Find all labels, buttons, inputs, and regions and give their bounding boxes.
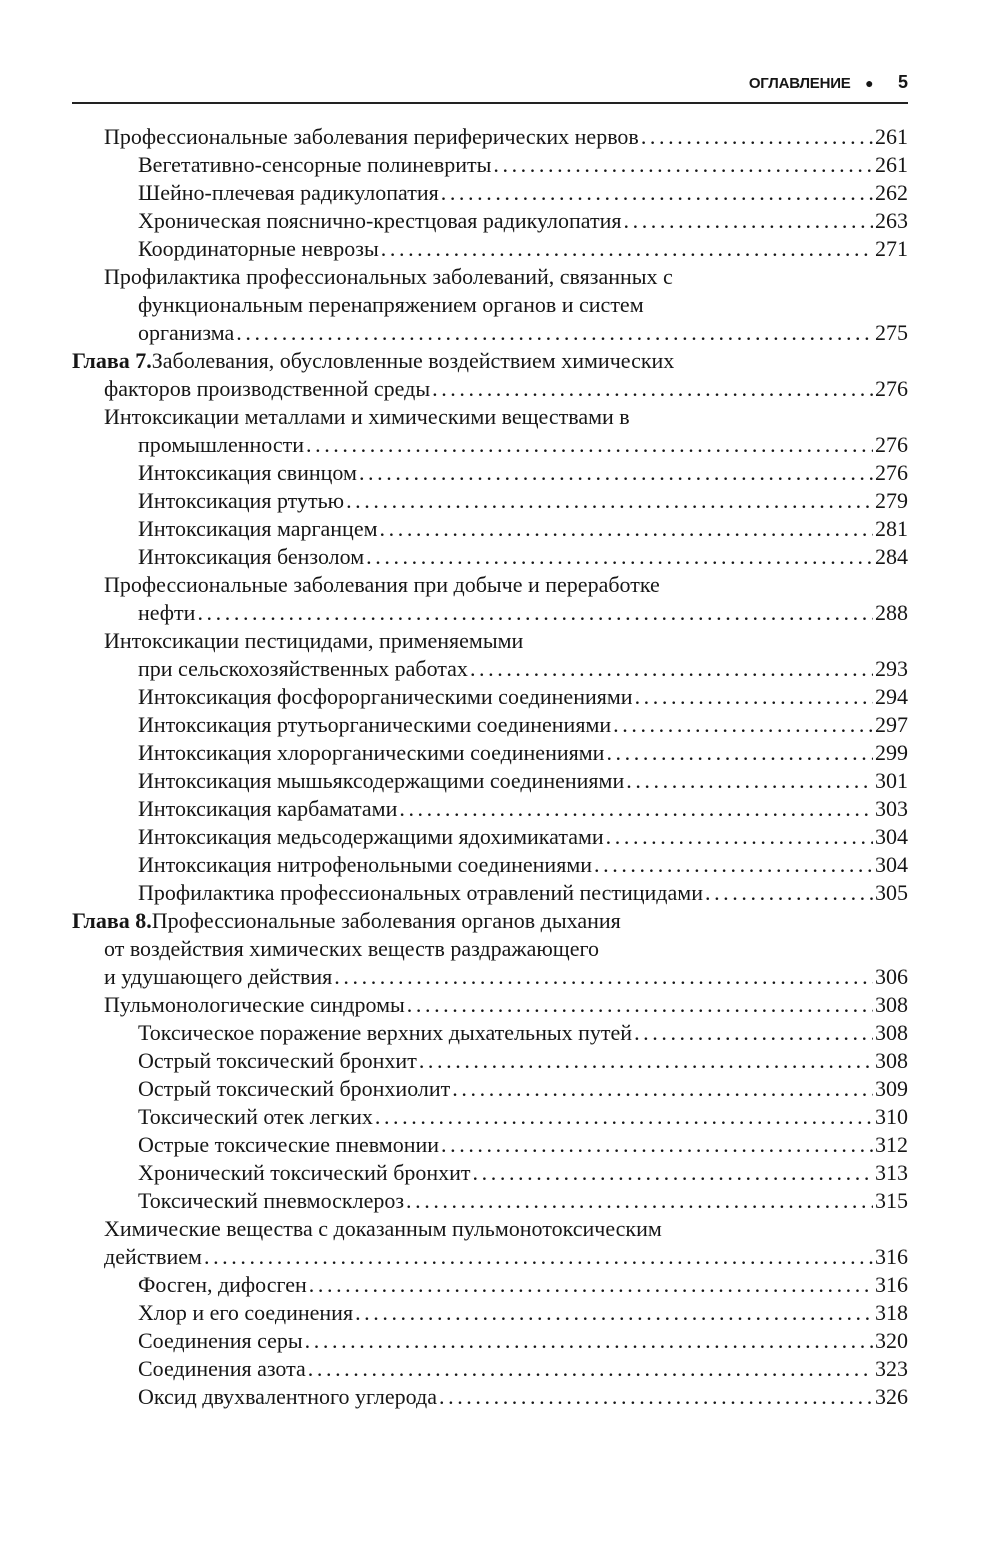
toc-entry-page: 279 bbox=[875, 488, 908, 513]
toc-entry-title: Оксид двухвалентного углерода bbox=[138, 1384, 437, 1409]
toc-entry-title: организма bbox=[138, 320, 235, 345]
leader-dots bbox=[432, 375, 873, 403]
toc-entry-continued bbox=[104, 571, 660, 599]
toc-entry bbox=[138, 1103, 908, 1131]
toc-entry bbox=[138, 767, 908, 795]
leader-dots bbox=[380, 515, 873, 543]
leader-dots bbox=[399, 795, 873, 823]
toc-entry-title: Хлор и его соединения bbox=[138, 1300, 354, 1325]
toc-entry-page: 308 bbox=[875, 1048, 908, 1073]
leader-dots bbox=[359, 459, 873, 487]
chapter-number: Глава 8. bbox=[72, 908, 152, 933]
toc-entry bbox=[138, 1299, 908, 1327]
toc-entry bbox=[138, 1327, 908, 1355]
header-bullet: ● bbox=[865, 75, 874, 91]
toc-entry-title: и удушающего действия bbox=[104, 964, 333, 989]
toc-entry-page: 312 bbox=[875, 1132, 908, 1157]
leader-dots bbox=[705, 879, 873, 907]
toc-entry-title: при сельскохозяйственных работах bbox=[138, 656, 468, 681]
toc-entry bbox=[138, 1047, 908, 1075]
toc-entry bbox=[138, 431, 908, 459]
leader-dots bbox=[375, 1103, 873, 1131]
toc-entry-title: Интоксикации пестицидами, применяемыми bbox=[104, 628, 524, 653]
toc-entry-title: Интоксикация ртутью bbox=[138, 488, 345, 513]
leader-dots bbox=[624, 207, 874, 235]
toc-entry bbox=[104, 1243, 908, 1271]
toc-entry-title: Хронический токсический бронхит bbox=[138, 1160, 471, 1185]
toc-entry bbox=[138, 599, 908, 627]
leader-dots bbox=[236, 319, 873, 347]
leader-dots bbox=[419, 1047, 873, 1075]
toc-entry-page: 293 bbox=[875, 656, 908, 681]
toc-entry-title: Соединения серы bbox=[138, 1328, 303, 1353]
leader-dots bbox=[306, 431, 873, 459]
toc-entry bbox=[138, 683, 908, 711]
leader-dots bbox=[407, 991, 873, 1019]
toc-entry-title: Острые токсические пневмонии bbox=[138, 1132, 440, 1157]
toc-entry bbox=[138, 1019, 908, 1047]
toc-entry bbox=[138, 487, 908, 515]
toc-entry-title: промышленности bbox=[138, 432, 304, 457]
toc-entry bbox=[104, 991, 908, 1019]
toc-entry bbox=[138, 1131, 908, 1159]
toc-entry-page: 323 bbox=[875, 1356, 908, 1381]
toc-entry-title: Заболевания, обусловленные воздействием химических bbox=[151, 348, 675, 373]
toc-entry bbox=[138, 515, 908, 543]
toc-entry-continued bbox=[72, 907, 621, 935]
toc-entry bbox=[138, 1075, 908, 1103]
toc-entry bbox=[138, 179, 908, 207]
toc-entry-title: Токсический отек легких bbox=[138, 1104, 373, 1129]
leader-dots bbox=[635, 683, 873, 711]
toc-entry-title: Профессиональные заболевания при добыче и переработке bbox=[104, 572, 660, 597]
toc-entry-title: Интоксикация карбаматами bbox=[138, 796, 398, 821]
toc-entry-continued bbox=[104, 403, 630, 431]
leader-dots bbox=[470, 655, 873, 683]
toc-entry-page: 306 bbox=[875, 964, 908, 989]
toc-entry-title: Токсический пневмосклероз bbox=[138, 1188, 405, 1213]
toc-entry-title: Интоксикация бензолом bbox=[138, 544, 365, 569]
toc-entry-page: 301 bbox=[875, 768, 908, 793]
toc-entry-page: 316 bbox=[875, 1244, 908, 1269]
toc-entry bbox=[138, 795, 908, 823]
toc-entry bbox=[138, 823, 908, 851]
toc-entry-page: 281 bbox=[875, 516, 908, 541]
leader-dots bbox=[606, 739, 873, 767]
toc-entry-title: факторов производственной среды bbox=[104, 376, 431, 401]
toc-entry-page: 275 bbox=[875, 320, 908, 345]
leader-dots bbox=[334, 963, 873, 991]
toc-entry-title: Шейно-плечевая радикулопатия bbox=[138, 180, 439, 205]
toc-entry-title: Химические вещества с доказанным пульмонотоксическим bbox=[104, 1216, 662, 1241]
toc-entry bbox=[138, 319, 908, 347]
toc-entry bbox=[138, 151, 908, 179]
toc-entry-title: Хроническая пояснично-крестцовая радикулопатия bbox=[138, 208, 622, 233]
toc-entry bbox=[138, 879, 908, 907]
leader-dots bbox=[197, 599, 873, 627]
toc-entry bbox=[138, 1271, 908, 1299]
toc-entry-page: 276 bbox=[875, 460, 908, 485]
toc-entry-page: 304 bbox=[875, 824, 908, 849]
toc-entry bbox=[138, 1383, 908, 1411]
leader-dots bbox=[381, 235, 873, 263]
toc-entry-page: 308 bbox=[875, 1020, 908, 1045]
toc-entry bbox=[138, 1355, 908, 1383]
toc-entry-page: 261 bbox=[875, 152, 908, 177]
toc-entry-page: 320 bbox=[875, 1328, 908, 1353]
toc-entry-title: Профилактика профессиональных заболеваний, связанных с bbox=[104, 264, 673, 289]
leader-dots bbox=[452, 1075, 873, 1103]
toc-entry bbox=[104, 123, 908, 151]
toc-entry-title: Профессиональные заболевания периферических нервов bbox=[104, 124, 639, 149]
toc-entry bbox=[138, 851, 908, 879]
toc-entry bbox=[104, 375, 908, 403]
toc-entry-page: 294 bbox=[875, 684, 908, 709]
toc-entry-page: 305 bbox=[875, 880, 908, 905]
leader-dots bbox=[441, 1131, 873, 1159]
leader-dots bbox=[309, 1271, 873, 1299]
toc-entry-continued bbox=[104, 1215, 662, 1243]
leader-dots bbox=[493, 151, 873, 179]
toc-entry-continued bbox=[72, 347, 674, 375]
leader-dots bbox=[606, 823, 873, 851]
leader-dots bbox=[305, 1327, 873, 1355]
toc-entry-title: Интоксикация марганцем bbox=[138, 516, 378, 541]
toc-entry-page: 261 bbox=[875, 124, 908, 149]
toc-entry-title: действием bbox=[104, 1244, 202, 1269]
chapter-number: Глава 7. bbox=[72, 348, 152, 373]
toc-entry-title: Интоксикация нитрофенольными соединениями bbox=[138, 852, 593, 877]
toc-entry-page: 263 bbox=[875, 208, 908, 233]
toc-entry-page: 304 bbox=[875, 852, 908, 877]
toc-entry-title: Профессиональные заболевания органов дыхания bbox=[151, 908, 621, 933]
toc-entry bbox=[138, 1159, 908, 1187]
toc-entry-title: Интоксикация хлорорганическими соединениями bbox=[138, 740, 605, 765]
toc-entry-page: 309 bbox=[875, 1076, 908, 1101]
toc-entry-continued bbox=[138, 291, 644, 319]
toc-entry-page: 276 bbox=[875, 432, 908, 457]
toc-entry-title: Пульмонологические синдромы bbox=[104, 992, 405, 1017]
toc-entry-page: 313 bbox=[875, 1160, 908, 1185]
toc-entry-continued bbox=[104, 627, 523, 655]
toc-entry-page: 276 bbox=[875, 376, 908, 401]
leader-dots bbox=[439, 1383, 873, 1411]
toc-entry-title: Соединения азота bbox=[138, 1356, 306, 1381]
toc-entry-page: 262 bbox=[875, 180, 908, 205]
toc-entry-page: 288 bbox=[875, 600, 908, 625]
leader-dots bbox=[366, 543, 873, 571]
toc-entry bbox=[138, 1187, 908, 1215]
leader-dots bbox=[204, 1243, 873, 1271]
header-page-number: 5 bbox=[897, 72, 908, 92]
toc-entry-title: функциональным перенапряжением органов и систем bbox=[138, 292, 644, 317]
toc-entry-title: Интоксикация медьсодержащими ядохимикатами bbox=[138, 824, 604, 849]
toc-entry-continued bbox=[104, 263, 673, 291]
toc-entry-title: Профилактика профессиональных отравлений пестицидами bbox=[138, 880, 703, 905]
toc-entry-title: Интоксикация свинцом bbox=[138, 460, 357, 485]
toc-entry-page: 318 bbox=[875, 1300, 908, 1325]
toc-entry bbox=[138, 235, 908, 263]
toc-entry-title: Острый токсический бронхит bbox=[138, 1048, 417, 1073]
leader-dots bbox=[308, 1355, 873, 1383]
toc-entry-page: 316 bbox=[875, 1272, 908, 1297]
toc-entry-page: 303 bbox=[875, 796, 908, 821]
leader-dots bbox=[346, 487, 873, 515]
toc-entry bbox=[138, 207, 908, 235]
toc-entry-page: 299 bbox=[875, 740, 908, 765]
toc-entry-title: Острый токсический бронхиолит bbox=[138, 1076, 451, 1101]
toc-entry-title: Координаторные неврозы bbox=[138, 236, 379, 261]
toc-entry-title: Интоксикации металлами и химическими веществами в bbox=[104, 404, 630, 429]
toc-entry bbox=[104, 963, 908, 991]
leader-dots bbox=[406, 1187, 873, 1215]
toc-entry-page: 297 bbox=[875, 712, 908, 737]
toc-entry bbox=[138, 459, 908, 487]
toc-entry-page: 326 bbox=[875, 1384, 908, 1409]
toc-entry bbox=[138, 739, 908, 767]
leader-dots bbox=[441, 179, 873, 207]
leader-dots bbox=[626, 767, 873, 795]
toc-entry-page: 310 bbox=[875, 1104, 908, 1129]
toc-entry-page: 308 bbox=[875, 992, 908, 1017]
toc-entry-continued bbox=[104, 935, 599, 963]
leader-dots bbox=[641, 123, 873, 151]
toc-entry-page: 271 bbox=[875, 236, 908, 261]
toc-entry-title: Интоксикация ртутьорганическими соединениями bbox=[138, 712, 612, 737]
leader-dots bbox=[473, 1159, 873, 1187]
toc-entry-page: 315 bbox=[875, 1188, 908, 1213]
leader-dots bbox=[634, 1019, 873, 1047]
toc-entry-title: Фосген, дифосген bbox=[138, 1272, 307, 1297]
toc-entry-title: Вегетативно-сенсорные полиневриты bbox=[138, 152, 492, 177]
leader-dots bbox=[355, 1299, 873, 1327]
header-title: ОГЛАВЛЕНИЕ bbox=[748, 75, 851, 92]
toc-entry bbox=[138, 655, 908, 683]
toc-entry bbox=[138, 711, 908, 739]
toc-entry-title: Токсическое поражение верхних дыхательных путей bbox=[138, 1020, 633, 1045]
toc-entry-title: Интоксикация фосфорорганическими соединениями bbox=[138, 684, 633, 709]
toc-entry-page: 284 bbox=[875, 544, 908, 569]
toc-entry-title: нефти bbox=[138, 600, 196, 625]
toc-entry-title: Интоксикация мышьяксодержащими соединениями bbox=[138, 768, 625, 793]
toc-entry bbox=[138, 543, 908, 571]
leader-dots bbox=[594, 851, 873, 879]
toc-entry-title: от воздействия химических веществ раздражающего bbox=[104, 936, 599, 961]
leader-dots bbox=[613, 711, 873, 739]
